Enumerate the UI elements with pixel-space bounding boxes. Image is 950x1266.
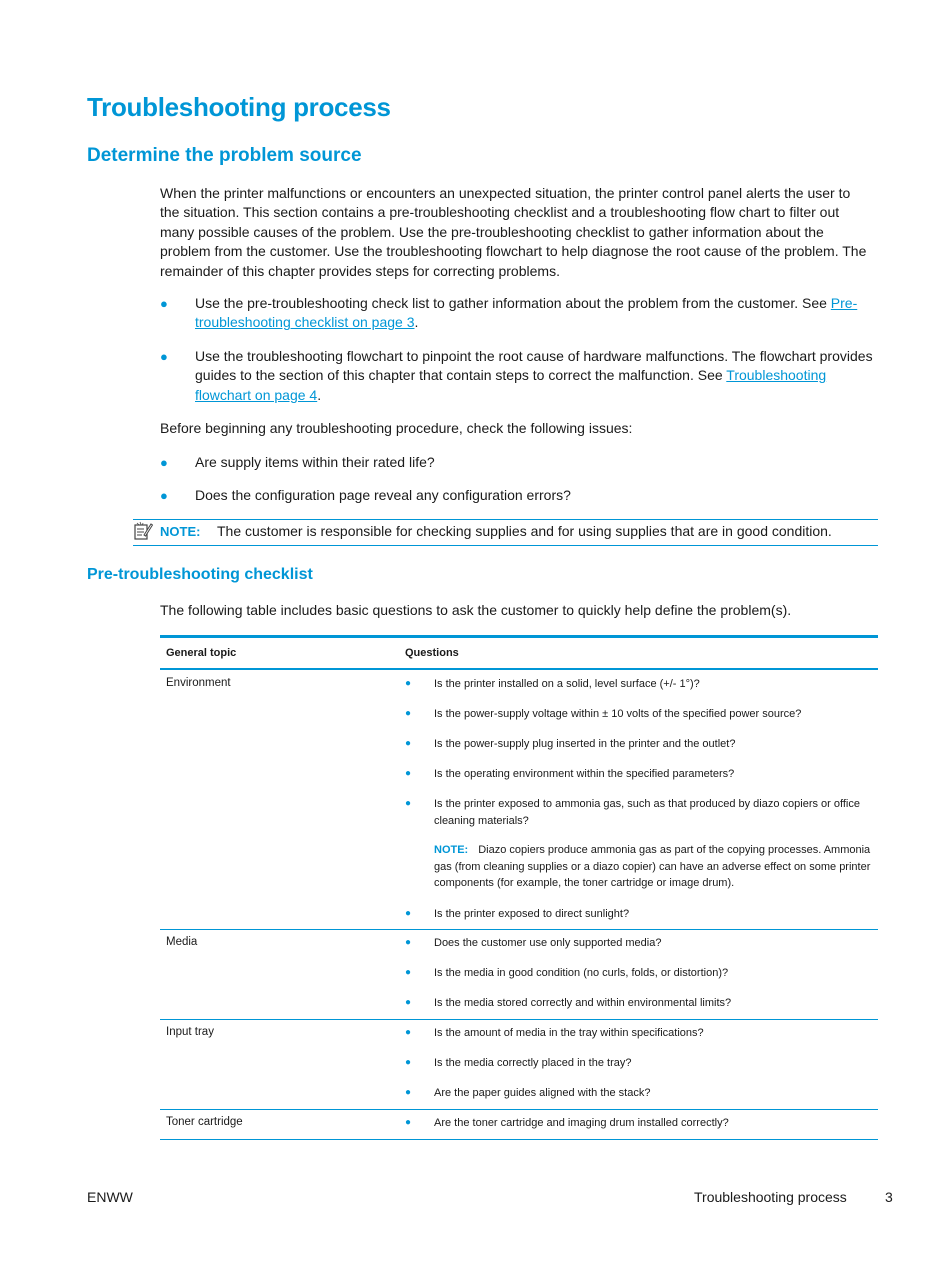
issue-text: Are supply items within their rated life? bbox=[195, 454, 435, 470]
row-rule bbox=[160, 929, 878, 930]
bullet-icon: ● bbox=[405, 798, 412, 809]
header-rule bbox=[160, 668, 878, 670]
bullet-icon: ● bbox=[405, 967, 412, 978]
bullet-icon: ● bbox=[405, 1057, 412, 1068]
column-header-topic: General topic bbox=[166, 647, 237, 659]
section-heading: Determine the problem source bbox=[87, 145, 362, 166]
row-rule bbox=[160, 1109, 878, 1110]
bullet-icon: ● bbox=[405, 768, 412, 779]
bullet-icon: ● bbox=[405, 738, 412, 749]
bullet-icon: ● bbox=[160, 455, 168, 470]
footer-section-title: Troubleshooting process bbox=[694, 1189, 847, 1205]
bullet-icon: ● bbox=[405, 937, 412, 948]
note-label: NOTE: bbox=[160, 524, 201, 539]
bullet-icon: ● bbox=[160, 488, 168, 503]
bullet-icon: ● bbox=[405, 908, 412, 919]
issue-text: Does the configuration page reveal any configuration errors? bbox=[195, 487, 571, 503]
bullet-icon: ● bbox=[160, 296, 168, 311]
row-rule bbox=[160, 1139, 878, 1140]
checklist-intro: The following table includes basic questions to ask the customer to quickly help define the problem(s). bbox=[160, 602, 792, 618]
row-topic-environment: Environment bbox=[166, 677, 231, 689]
before-text: Before beginning any troubleshooting procedure, check the following issues: bbox=[160, 420, 633, 436]
footer-left: ENWW bbox=[87, 1189, 133, 1205]
bullet-icon: ● bbox=[405, 997, 412, 1008]
page-title: Troubleshooting process bbox=[87, 92, 391, 122]
page-number: 3 bbox=[885, 1189, 893, 1205]
table-note-label: NOTE: bbox=[434, 844, 469, 856]
bullet-text: Use the pre-troubleshooting check list to gather information about the problem from the customer. See bbox=[195, 295, 831, 311]
table-top-rule bbox=[160, 635, 878, 638]
note-box bbox=[133, 519, 878, 546]
bullet-icon: ● bbox=[405, 708, 412, 719]
bullet-icon: ● bbox=[405, 1117, 412, 1128]
bullet-icon: ● bbox=[160, 349, 168, 364]
intro-paragraph: When the printer malfunctions or encounters an unexpected situation, the printer control panel alerts the user to the situation. This section contains a pre-troubleshooting checklist and a troubleshooting flow chart to filter out many possible causes of the problem. Use the pre-troubleshooting checklist to gather information about the problem from the customer. Use the troubleshooting flowchart to help diagnose the root cause of the problem. The remainder of this chapter provides steps for correcting problems. bbox=[160, 185, 867, 279]
table-note bbox=[434, 842, 874, 892]
note-text: The customer is responsible for checking supplies and for using supplies that are in good condition. bbox=[217, 523, 832, 539]
row-topic-input-tray: Input tray bbox=[166, 1026, 214, 1038]
row-topic-toner-cartridge: Toner cartridge bbox=[166, 1116, 243, 1128]
row-topic-media: Media bbox=[166, 936, 198, 948]
bullet-text: Use the troubleshooting flowchart to pinpoint the root cause of hardware malfunctions. The flowchart provides guides to the section of this chapter that contain steps to correct the malfunction. See bbox=[195, 348, 873, 384]
table-note-text: Diazo copiers produce ammonia gas as part of the copying processes. Ammonia gas (from cleaning supplies or a diazo copier) can have an adverse effect on some printer components (for example, the toner cartridge or image drum). bbox=[434, 844, 871, 889]
row-rule bbox=[160, 1019, 878, 1020]
bullet-icon: ● bbox=[405, 1087, 412, 1098]
troubleshooting-flowchart-link[interactable]: Troubleshooting flowchart on page 4 bbox=[195, 367, 827, 403]
checklist-heading: Pre-troubleshooting checklist bbox=[87, 566, 313, 583]
column-header-questions: Questions bbox=[405, 647, 459, 659]
bullet-icon: ● bbox=[405, 1027, 412, 1038]
bullet-icon: ● bbox=[405, 678, 412, 689]
pre-troubleshooting-checklist-link[interactable]: Pre-troubleshooting checklist on page 3 bbox=[195, 295, 858, 331]
note-pencil-icon bbox=[133, 521, 153, 541]
